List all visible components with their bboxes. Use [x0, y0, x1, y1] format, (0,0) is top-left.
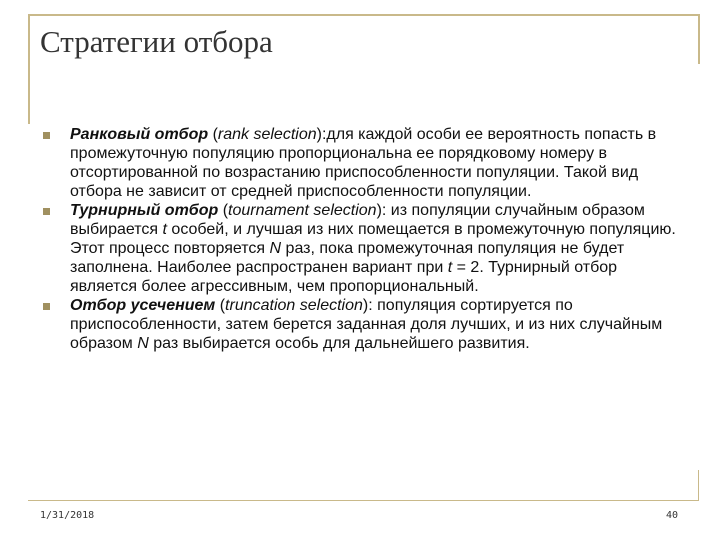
square-bullet-icon — [43, 303, 50, 310]
variable-t: t — [162, 221, 167, 238]
frame-right-line — [698, 14, 700, 64]
bullet-text: ): из популяции случайным образом выбирается — [70, 202, 645, 238]
variable-n: N — [269, 240, 282, 257]
variable-t: t — [447, 259, 453, 276]
square-bullet-icon — [43, 208, 50, 215]
bullet-item-tournament — [38, 201, 678, 296]
paren-text: ( — [218, 202, 229, 219]
frame-left-line — [28, 14, 30, 124]
slide-title: Стратегии отбора — [40, 24, 273, 59]
frame-top-line — [28, 14, 698, 16]
frame-bottom-line — [28, 500, 698, 501]
term-label: Отбор усечением — [70, 297, 216, 314]
bullet-text: ): популяция сортируется по приспособленности, затем берется заданная доля лучших, и из них случайным образом — [70, 297, 663, 352]
term-label: Турнирный отбор — [70, 202, 219, 219]
paren-text: ( — [215, 297, 226, 314]
page-number: 40 — [665, 510, 678, 521]
bullet-text: раз, пока промежуточная популяция не будет заполнена. Наиболее распространен вариант при — [70, 240, 625, 276]
term-english: tournament selection — [228, 202, 377, 219]
term-label: Ранковый отбор — [70, 126, 209, 143]
bullet-list — [38, 125, 678, 353]
term-english: truncation selection — [225, 297, 363, 314]
paren-text: ( — [208, 126, 218, 143]
square-bullet-icon — [43, 132, 50, 139]
frame-bottom-right-line — [698, 470, 699, 501]
bullet-text: особей, и лучшая из них помещается в промежуточную популяцию. Этот процесс повторяется — [70, 221, 676, 257]
footer-date: 1/31/2018 — [40, 510, 95, 521]
bullet-text: = 2. Турнирный отбор является более агрессивным, чем пропорциональный. — [70, 259, 618, 295]
term-english: rank selection — [217, 126, 317, 143]
bullet-item-truncation — [38, 296, 678, 353]
variable-n: N — [137, 335, 149, 352]
bullet-text: раз выбирается особь для дальнейшего развития. — [148, 335, 530, 352]
bullet-text: ):для каждой особи ее вероятность попасть в промежуточную популяцию пропорциональна ее порядковому номеру в отсортированной по возрастанию приспособленности популяции. Такой вид отбора не зависит от средней приспособленности популяции. — [70, 126, 657, 200]
bullet-item-rank — [38, 125, 678, 201]
